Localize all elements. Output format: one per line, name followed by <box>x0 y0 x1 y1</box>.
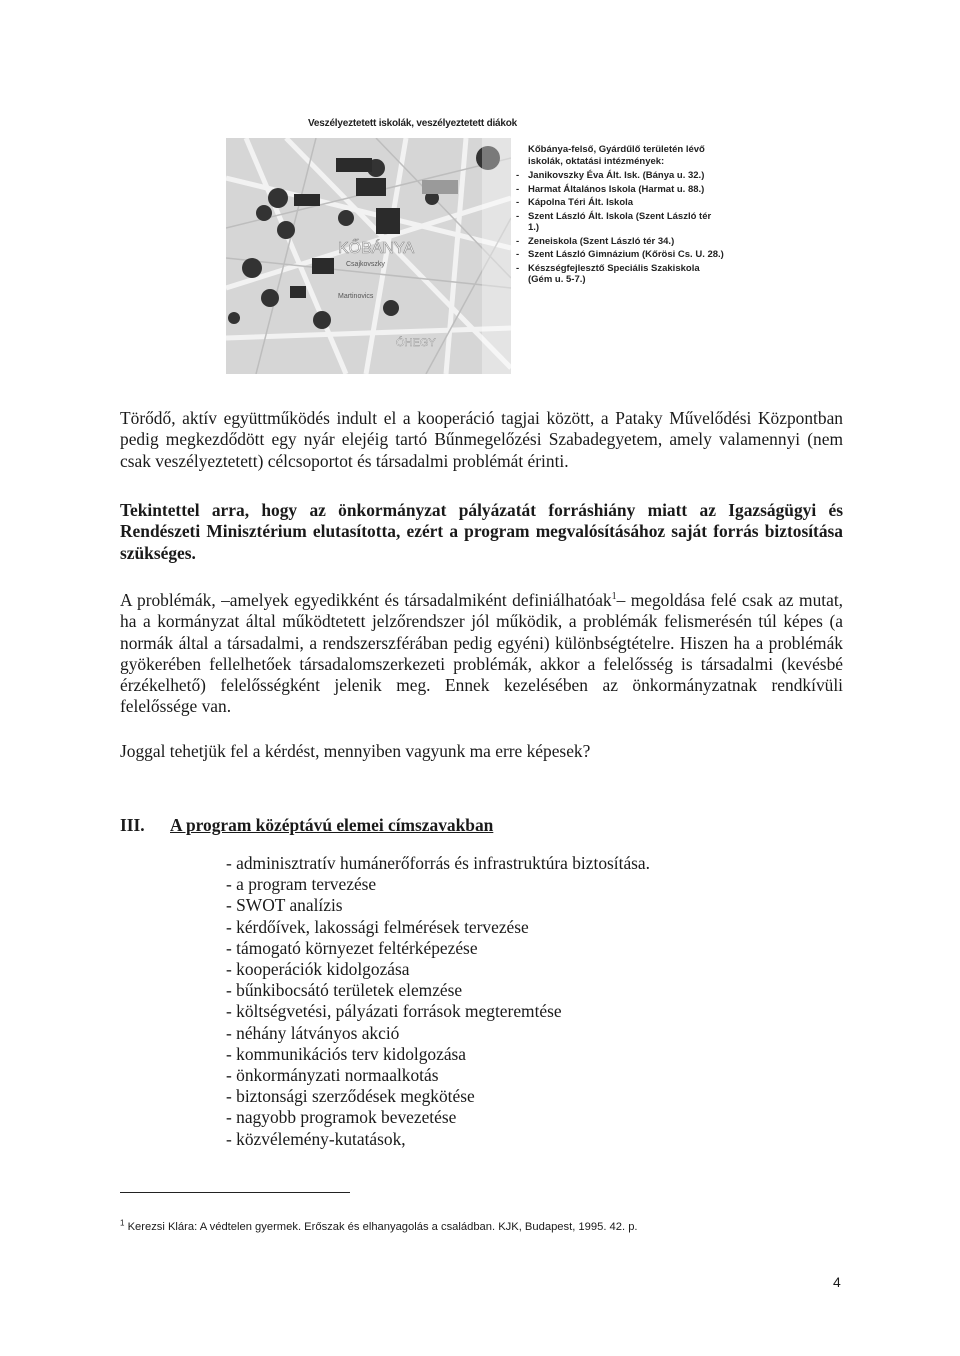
list-item: - kérdőívek, lakossági felmérések tervezése <box>226 916 529 937</box>
map-block <box>294 194 320 206</box>
list-item: - önkormányzati normaalkotás <box>226 1065 439 1086</box>
school-marker <box>383 300 399 316</box>
map-block-light <box>422 180 458 194</box>
list-item: - közvélemény-kutatások, <box>226 1128 406 1149</box>
paragraph-funding: Tekintettel arra, hogy az önkormányzat pályázatát forráshiány miatt az Igazságügyi és Rendészeti Minisztérium elutasította, ezért a program megvalósításához saját forrás biztosítása szükséges. <box>120 500 843 563</box>
footnote <box>120 1218 638 1233</box>
school-marker <box>338 210 354 226</box>
map-label-district: KŐBÁNYA <box>338 240 415 257</box>
section-number: III. <box>120 815 145 835</box>
list-item: - adminisztratív humánerőforrás és infrastruktúra biztosítása. <box>226 853 650 873</box>
map-block <box>312 258 334 274</box>
program-elements-list <box>226 853 650 1150</box>
list-item: - költségvetési, pályázati források megteremtése <box>226 1001 562 1022</box>
list-item: - SWOT analízis <box>226 895 343 916</box>
school-marker <box>228 312 240 324</box>
school-marker <box>256 205 272 221</box>
legend-item: - Kápolna Téri Ált. Iskola <box>516 197 724 209</box>
school-marker <box>268 188 288 208</box>
list-item: - bűnkibocsátó területek elemzése <box>226 980 463 1001</box>
list-item: - kooperációk kidolgozása <box>226 959 410 980</box>
map-label-street1: Csajkovszky <box>346 261 385 268</box>
schools-map-figure <box>226 112 726 374</box>
paragraph-question: Joggal tehetjük fel a kérdést, mennyiben vagyunk ma erre képesek? <box>120 741 591 761</box>
list-item: - támogató környezet feltérképezése <box>226 937 478 958</box>
map-label-district2: ÓHEGY <box>396 337 436 349</box>
list-item: - biztonsági szerződések megkötése <box>226 1086 475 1107</box>
legend-item: - Zeneiskola (Szent László tér 34.) <box>516 236 724 248</box>
school-marker <box>313 311 331 329</box>
section-title: A program középtávú elemei címszavakban <box>170 815 494 835</box>
school-marker <box>261 289 279 307</box>
section-heading <box>120 815 493 836</box>
footnote-text: Kerezsi Klára: A védtelen gyermek. Erőszak és elhanyagolás a családban. KJK, Budapest, 1995. 42. p. <box>127 1221 638 1233</box>
list-item: - a program tervezése <box>226 874 377 895</box>
map-legend <box>516 144 724 288</box>
footnote-marker: 1 <box>120 1218 125 1228</box>
paragraph-problems-part1: A problémák, –amelyek egyedikként és társadalmiként definiálhatóak <box>120 590 612 610</box>
footnote-reference[interactable]: 1 <box>611 591 617 603</box>
legend-item: - Harmat Általános Iskola (Harmat u. 88.) <box>516 184 724 196</box>
school-marker <box>277 221 295 239</box>
map-label-street2: Martinovics <box>338 293 374 300</box>
legend-item: - Szent László Gimnázium (Kőrösi Cs. U. 28.) <box>516 249 724 261</box>
legend-item: - Janikovszky Éva Ált. Isk. (Bánya u. 32.) <box>516 170 724 182</box>
map-fade <box>482 138 511 374</box>
map-graphic <box>226 138 511 374</box>
paragraph-problems <box>120 590 843 718</box>
paragraph-cooperation: Törődő, aktív együttműködés indult el a kooperáció tagjai között, a Pataky Művelődési Központban pedig megkezdődött egy nyár elejéig tartó Bűnmegelőzési Szabadegyetem, amely valamennyi (nem csak veszélyeztetett) célcsoportot és társadalmi problémát érinti. <box>120 408 843 471</box>
map-block <box>290 286 306 298</box>
map-block <box>336 158 372 172</box>
school-marker <box>242 258 262 278</box>
legend-item: - Készségfejlesztő Speciális Szakiskola (Gém u. 5-7.) <box>516 263 724 286</box>
district-map <box>226 138 511 374</box>
map-block <box>356 178 386 196</box>
paragraph-problems-part2: – megoldása felé csak az mutat, ha a kormányzat által működtetett jelzőrendszer jól működik, a problémák felismerésén túl képes (a normák által a társadalmi, a rendszerszférában pedig egyéni) különbségtételre. Hiszen ha a problémák gyökerében fellelhetőek társadalomszerkezeti problémák, akkor a felelősség is társadalmi (kevésbé érzékelhető) felelősségként jelenik meg. Ennek kezelésében az önkormányzatnak rendkívüli felelőssége van. <box>120 590 843 717</box>
list-item: - néhány látványos akció <box>226 1022 400 1043</box>
figure-title: Veszélyeztetett iskolák, veszélyeztetett diákok <box>308 118 518 129</box>
legend-intro: Kőbánya-felső, Gyárdűlő területén lévő iskolák, oktatási intézmények: <box>528 144 705 167</box>
map-block <box>376 208 400 234</box>
legend-item: - Szent László Ált. Iskola (Szent László tér 1.) <box>516 211 724 234</box>
footnote-separator <box>120 1192 350 1193</box>
list-item: - nagyobb programok bevezetése <box>226 1107 457 1128</box>
legend-list <box>516 170 724 286</box>
page-number: 4 <box>833 1274 841 1290</box>
list-item: - kommunikációs terv kidolgozása <box>226 1043 467 1064</box>
